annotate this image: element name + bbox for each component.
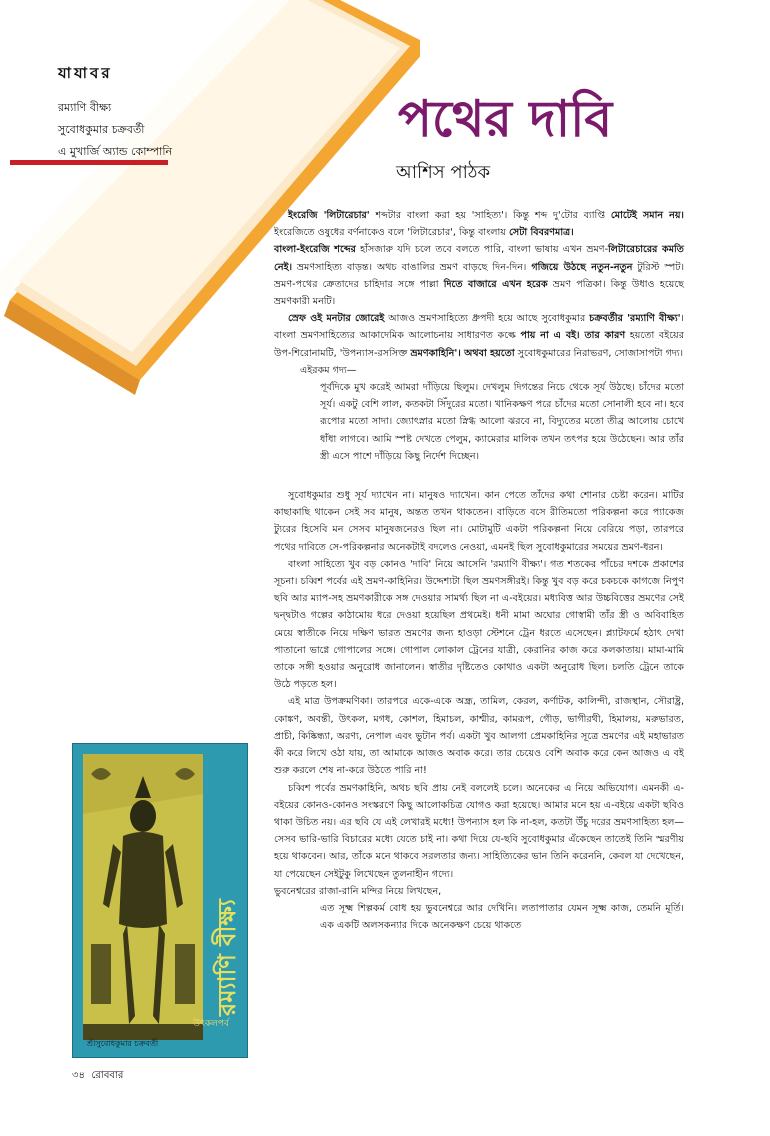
block-quote: পূর্বদিকে মুখ করেই আমরা দাঁড়িয়ে ছিলুম। দেখলুম দিগন্তের নিচে থেকে সূর্য উঠছে। চাঁদের মতো সূর্য। একটু বেশি লাল, কতকটা সিঁদুরের মতো। খানিকক্ষণ পরে চাঁদের মতো সোনালী হবে না। হবে রূপোর মতো সাদা। জ্যোৎস্নার মতো স্নিগ্ধ আলো ঝরবে না, বিদ্যুতের মতো তীব্র আলোয় চোখে ধাঁধা লাগবে। আমি স্পষ্ট দেখতে পেলুম, ক্যামেরার মালিক তখন তৎপর হয়ে উঠেছেন। আর তাঁর স্ত্রী এসে পাশে দাঁড়িয়ে কিছু নির্দেশ দিচ্ছেন। — [320, 382, 684, 462]
spacer — [274, 465, 684, 487]
text-run: ইংরেজিতে ওষুধের বর্ণনাকেও বলে 'লিটারেচার', কিন্তু বাংলায় — [274, 227, 509, 239]
text-run: হাঁসজারু যদি চলে তবে বলতে পারি, বাংলা ভাষায় এখন ভ্রমণ- — [355, 244, 609, 256]
paragraph: এইরকম গদ্য— — [300, 364, 357, 376]
article-body — [274, 207, 684, 934]
paragraph: সুবোধকুমার শুধু সূর্য দ্যাখেন না। মানুষও দ্যাখেন। কান পেতে তাঁদের কথা শোনার চেষ্টা করেন। মাটির কাছাকাছি থাকেন সেই সব মানুষ, অন্তত তখন থাকতেন। বাড়িতে বসে রীতিমতো পরিকল্পনা করে প্যাকেজ ট্যুরের হিসেবি মন সেসব মানুষজনেরও ছিল না। মোটামুটি একটা পরিকল্পনা নিয়ে বেরিয়ে পড়া, তারপরে পথের দাবিতে সে-পরিকল্পনার অনেকটাই বদলেও নেওয়া, এমনই ছিল সুবোধকুমারের সময়ের ভ্রমণ-ধরন। — [274, 490, 684, 553]
bold-lead: বাংলা-ইংরেজি শব্দের — [274, 244, 356, 256]
text-run: টুরিস্ট স্পট। ভ্রমণ-পথের ক্রেতাদের চাহিদার সঙ্গে পাল্লা — [274, 261, 685, 290]
bold-lead: স্রেফ ওই মনটার জোরেই — [288, 313, 385, 325]
book-cover-image — [72, 743, 248, 1058]
text-run: সুবোধকুমারের নিরাভরণ, সোজাসাপটা গদ্য। — [514, 347, 684, 359]
text-run: আজও ভ্রমণসাহিত্যে ধ্রুপদী হয়ে আছে সুবোধকুমার — [384, 313, 590, 325]
book-author: সুবোধকুমার চক্রবর্তী — [58, 123, 145, 136]
cover-subtitle: উৎকলপর্ব — [193, 1019, 229, 1029]
paragraph — [274, 241, 684, 310]
bold-lead: সেটা বিবরণমাত্র। — [508, 227, 574, 239]
book-info-sidebar — [58, 62, 228, 163]
magazine-name: রোববার — [91, 1070, 124, 1081]
block-quote: এত সূক্ষ্ম শিল্পকর্ম বোধ হয় ভুবনেশ্বরে আর দেখিনি। লতাপাতার যেমন সূক্ষ্ম কাজ, তেমনি মূর্তি। এক একটি অলসকন্যার দিকে অনেকক্ষণ চেয়ে থাকতে — [320, 902, 684, 932]
paragraph: চব্বিশ পর্বের ভ্রমণকাহিনি, অথচ ছবি প্রায় নেই বললেই চলে। অনেকের এ নিয়ে অভিযোগ। এমনকী এ-বইয়ের কোনও-কোনও সংস্করণে কিছু আলোকচিত্র যোগও করা হয়েছে। আমার মনে হয় এ-বইয়ে একটা ছবিও থাকা উচিত নয়। এর ছবি যে এই লেখারই মধ্যে! উপন্যাস হল কি না-হল, কতটা উঁচু দরের ভ্রমণসাহিত্য হল—সেসব ভারি-ভারি বিচারের মধ্যে যেতে চাই না। কথা দিয়ে যে-ছবি সুবোধকুমার এঁকেছেন তাতেই তিনি স্মরণীয় হয়ে থাকবেন। আর, তাঁকে মনে থাকবে সরলতার জন্য। সাহিত্যিকের ভান তিনি করেননি, কেবল যা দেখেছেন, যা পেয়েছেন সেইটুকু লিখেছেন তুলনাহীন গদ্যে। — [274, 782, 684, 880]
paragraph: ভুবনেশ্বরের রাজা-রানি মন্দির নিয়ে লিখছেন, — [274, 885, 442, 897]
text-run: ভ্রমণ পত্রিকা। কিন্তু উধাও হয়েছে ভ্রমণকারী মনটি। — [274, 278, 684, 308]
bold-lead: দিতে বাজারে এখন হরেক — [443, 278, 548, 290]
text-run: হয়তো বইয়ের উপ-শিরোনামটি, 'উপন্যাস-রসসিক্ত — [274, 330, 684, 359]
section-name: যাযাবর — [58, 64, 113, 82]
page-number: ৩৪ — [72, 1070, 85, 1081]
text-run: ভ্রমণসাহিত্য বাড়ন্ত। অথচ বাঙালির ভ্রমণ বাড়ছে দিন-দিন। — [292, 261, 532, 273]
bold-lead: ভ্রমণকাহিনি'। অথবা হয়তো — [410, 347, 515, 359]
paragraph — [274, 310, 684, 362]
paragraph — [274, 207, 684, 241]
accent-bar — [10, 160, 168, 165]
bold-lead: ইংরেজি 'লিটারেচার' — [288, 210, 370, 221]
page-footer — [72, 1068, 123, 1085]
text-run: । বাংলা ভ্রমণসাহিত্যের আকাদেমিক আলোচনায় সাধারণত কল্কে — [274, 313, 684, 342]
cover-author: শ্রীসুবোধকুমার চক্রবর্তী — [87, 1039, 159, 1048]
bold-lead: পায় না এ বই। তার কারণ — [520, 330, 626, 342]
bold-lead: গজিয়ে উঠছে নতুন-নতুন — [531, 261, 633, 273]
bold-lead: মোটেই সমান নয়। — [610, 210, 684, 221]
cover-title: রম্যাণি বীক্ষ্য — [213, 899, 241, 1016]
statue-illustration — [83, 754, 203, 1040]
bold-lead: চক্রবর্তীর 'রম্যাণি বীক্ষ্য' — [589, 313, 681, 325]
paragraph: বাংলা সাহিত্যে খুব বড় কোনও 'দাবি' নিয়ে আসেনি 'রম্যাণি বীক্ষ্য'। গত শতকের পাঁচের দশকে প্রকাশের সূচনা। চব্বিশ পর্বের এই ভ্রমণ-কাহিনির। উদ্দেশ্যটা ছিল ভ্রমণসঙ্গীরই। কিন্তু খুব বড় করে চকচকে কাগজে নিপুণ ছবি আর ম্যাপ-সহ ভ্রমণকারীকে সঙ্গ দেওয়ার সামর্থ্য ছিল না এ-বইয়ের। মধ্যবিত্ত আর উচ্চবিত্তের ভ্রমণের সেই দ্বন্দ্বটাও গল্পের কাঠামোয় ধরে দেওয়া হয়েছিল প্রথমেই। ধনী মামা অঘোর গোস্বামী তাঁর স্ত্রী ও অবিবাহিত মেয়ে স্বাতীকে নিয়ে দক্ষিণ ভারত ভ্রমণের জন্য হাওড়া স্টেশনে ট্রেন ধরতে এসেছেন। প্ল্যাটফর্মে হঠাৎ দেখা পাতানো ভাগ্নে গোপালের সঙ্গে। গোপাল লোকাল ট্রেনের যাত্রী, কেরানির কাজ করে কলকাতায়। মামা-মামি তাকে সঙ্গী হওয়ার অনুরোধ জানালেন। স্বাতীর দৃষ্টিতেও কোথাও একটা অনুরোধ ছিল। চলতি ট্রেনে তাকে উঠে পড়তে হল। — [274, 558, 684, 691]
bold-lead: লিটারেচারের কমতি নেই। — [274, 244, 684, 273]
statue-graphic — [83, 754, 203, 1040]
article-title: পথের দাবি — [398, 89, 613, 148]
article-author: আশিস পাঠক — [396, 162, 491, 183]
book-publisher: এ মুখার্জি অ্যান্ড কোম্পানি — [58, 145, 173, 158]
text-run: শব্দটার বাংলা করা হয় 'সাহিত্য'। কিন্তু শব্দ দু'টোর ব্যাপ্তি — [369, 210, 611, 221]
book-title: রম্যাণি বীক্ষ্য — [58, 101, 112, 114]
paragraph: এই মাত্র উপক্রমণিকা। তারপরে একে-একে অন্ধ্র, তামিল, কেরল, কর্ণাটক, কালিন্দী, রাজস্থান, সৌরাষ্ট্র, কোঙ্কণ, অবন্তী, উৎকল, মগধ, কোশল, হিমাচল, কাশ্মীর, কামরূপ, গৌড়, ভাগীরথী, হিমালয়, মরুভারত, প্রাচী, কিষ্কিন্ধ্যা, অরণ্য, নেপাল এবং ভুটান পর্ব। একটা খুব আলগা প্রেমকাহিনির সূত্রে ভ্রমণের এই মহাভারত কী করে লিখে ওঠা যায়, তা আমাকে আজও অবাক করে। তার চেয়েও বেশি অবাক করে কেন আজও এ বই শুরু করলে শেষ না-করে উঠতে পারি না! — [274, 696, 684, 777]
